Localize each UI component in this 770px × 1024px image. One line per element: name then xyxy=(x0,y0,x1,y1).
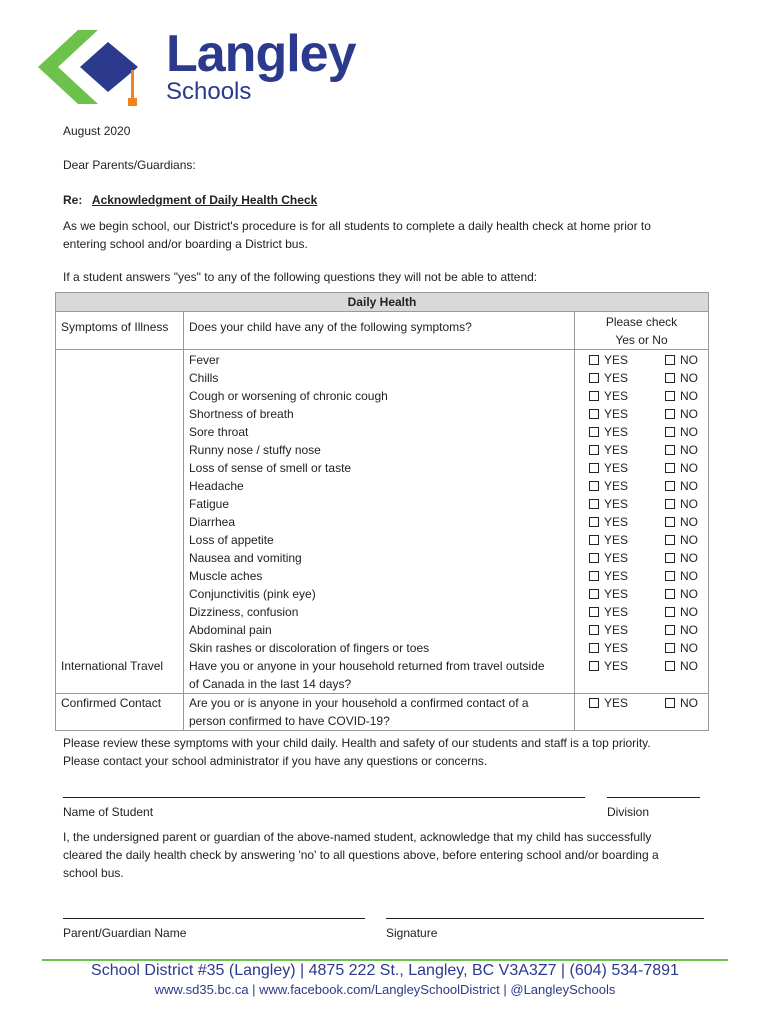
symptom-row xyxy=(56,585,709,603)
symptom-answer xyxy=(575,441,709,459)
salutation: Dear Parents/Guardians: xyxy=(63,158,196,172)
travel-yes-option[interactable] xyxy=(589,657,665,675)
symptom-row xyxy=(56,639,709,657)
checkbox-icon[interactable] xyxy=(589,373,599,383)
symptom-row xyxy=(56,423,709,441)
review-line-2: Please contact your school administrator if you have any questions or concerns. xyxy=(63,754,488,768)
no-label: NO xyxy=(680,443,698,457)
symptom-label: Conjunctivitis (pink eye) xyxy=(184,585,575,603)
symptom-label: Dizziness, confusion xyxy=(184,603,575,621)
logo-word-langley: Langley xyxy=(166,25,356,83)
name-of-student-label: Name of Student xyxy=(63,805,154,819)
yes-label: YES xyxy=(604,659,629,673)
acknowledgement-paragraph xyxy=(63,828,659,882)
checkbox-icon[interactable] xyxy=(665,391,675,401)
re-title: Acknowledgment of Daily Health Check xyxy=(91,193,318,207)
checkbox-icon[interactable] xyxy=(665,427,675,437)
yes-label: YES xyxy=(604,407,629,421)
yes-option[interactable] xyxy=(589,603,665,621)
no-option[interactable] xyxy=(665,389,698,403)
check-line-1: Please check xyxy=(605,315,678,329)
yes-label: YES xyxy=(604,371,629,385)
no-option[interactable] xyxy=(665,605,698,619)
symptom-answer xyxy=(575,423,709,441)
symptom-row xyxy=(56,405,709,423)
no-label: NO xyxy=(680,425,698,439)
travel-question xyxy=(184,657,575,694)
symptom-label: Nausea and vomiting xyxy=(184,549,575,567)
re-line xyxy=(63,191,317,209)
symptom-label: Abdominal pain xyxy=(184,621,575,639)
intro-paragraph xyxy=(63,217,651,253)
symptom-answer xyxy=(575,549,709,567)
checkbox-icon[interactable] xyxy=(589,643,599,653)
checkbox-icon[interactable] xyxy=(589,517,599,527)
no-option[interactable] xyxy=(665,479,698,493)
yes-label: YES xyxy=(604,479,629,493)
symptom-row xyxy=(56,531,709,549)
footer-divider xyxy=(42,959,728,961)
empty-cell xyxy=(56,405,184,423)
symptom-label: Muscle aches xyxy=(184,567,575,585)
symptom-label: Sore throat xyxy=(184,423,575,441)
checkbox-icon[interactable] xyxy=(589,427,599,437)
symptom-label: Shortness of breath xyxy=(184,405,575,423)
symptom-label: Loss of appetite xyxy=(184,531,575,549)
no-option[interactable] xyxy=(665,425,698,439)
review-paragraph xyxy=(63,734,651,770)
re-label: Re: xyxy=(63,193,83,207)
yes-label: YES xyxy=(604,425,629,439)
checkbox-icon[interactable] xyxy=(665,607,675,617)
no-label: NO xyxy=(680,389,698,403)
checkbox-icon[interactable] xyxy=(589,553,599,563)
empty-cell xyxy=(56,567,184,585)
checkbox-icon[interactable] xyxy=(665,625,675,635)
empty-cell xyxy=(56,477,184,495)
symptoms-label: Symptoms of Illness xyxy=(56,312,184,350)
no-option[interactable] xyxy=(665,461,698,475)
checkbox-icon[interactable] xyxy=(589,698,599,708)
symptom-label: Chills xyxy=(184,369,575,387)
symptom-label: Loss of sense of smell or taste xyxy=(184,459,575,477)
contact-label: Confirmed Contact xyxy=(56,694,184,731)
intro-line-2: entering school and/or boarding a District bus. xyxy=(63,237,308,251)
symptom-row xyxy=(56,567,709,585)
yes-option[interactable] xyxy=(589,621,665,639)
empty-cell xyxy=(56,495,184,513)
checkbox-icon[interactable] xyxy=(589,589,599,599)
footer-address: School District #35 (Langley) | 4875 222 St., Langley, BC V3A3Z7 | (604) 534-7891 xyxy=(91,962,679,979)
yes-label: YES xyxy=(604,641,629,655)
checkbox-icon[interactable] xyxy=(589,463,599,473)
langley-schools-logo xyxy=(38,22,358,112)
student-name-line[interactable] xyxy=(63,797,585,798)
checkbox-icon[interactable] xyxy=(665,643,675,653)
checkbox-icon[interactable] xyxy=(589,535,599,545)
yes-option[interactable] xyxy=(589,495,665,513)
symptom-row xyxy=(56,513,709,531)
symptom-label: Fatigue xyxy=(184,495,575,513)
yes-option[interactable] xyxy=(589,639,665,657)
symptom-row xyxy=(56,387,709,405)
letter-date: August 2020 xyxy=(63,124,131,138)
yes-option[interactable] xyxy=(589,567,665,585)
checkbox-icon[interactable] xyxy=(589,607,599,617)
symptom-row xyxy=(56,369,709,387)
symptom-row xyxy=(56,459,709,477)
yes-option[interactable] xyxy=(589,405,665,423)
no-label: NO xyxy=(680,407,698,421)
symptom-answer xyxy=(575,350,709,370)
guardian-name-line[interactable] xyxy=(63,918,365,919)
checkbox-icon[interactable] xyxy=(665,517,675,527)
yes-option[interactable] xyxy=(589,585,665,603)
empty-cell xyxy=(56,639,184,657)
yes-label: YES xyxy=(604,461,629,475)
no-label: NO xyxy=(680,659,698,673)
no-option[interactable] xyxy=(665,353,698,367)
yes-option[interactable] xyxy=(589,531,665,549)
checkbox-icon[interactable] xyxy=(589,391,599,401)
checkbox-icon[interactable] xyxy=(665,589,675,599)
empty-cell xyxy=(56,441,184,459)
checkbox-icon[interactable] xyxy=(665,698,675,708)
no-label: NO xyxy=(680,623,698,637)
intro-line-1: As we begin school, our District's procedure is for all students to complete a daily health check at home prior to xyxy=(63,219,651,233)
yes-label: YES xyxy=(604,389,629,403)
travel-answer xyxy=(575,657,709,694)
checkbox-icon[interactable] xyxy=(665,373,675,383)
no-label: NO xyxy=(680,551,698,565)
checkbox-icon[interactable] xyxy=(665,499,675,509)
no-label: NO xyxy=(680,461,698,475)
logo-word-schools: Schools xyxy=(166,78,252,105)
no-option[interactable] xyxy=(665,623,698,637)
ack-line-3: school bus. xyxy=(63,866,124,880)
no-label: NO xyxy=(680,569,698,583)
ack-line-1: I, the undersigned parent or guardian of the above-named student, acknowledge that my child has successfully xyxy=(63,830,652,844)
yes-option[interactable] xyxy=(589,423,665,441)
symptom-label: Runny nose / stuffy nose xyxy=(184,441,575,459)
checkbox-icon[interactable] xyxy=(665,661,675,671)
travel-question-line-2: of Canada in the last 14 days? xyxy=(189,677,352,691)
empty-cell xyxy=(56,423,184,441)
empty-cell xyxy=(56,585,184,603)
yes-label: YES xyxy=(604,443,629,457)
yes-option[interactable] xyxy=(589,459,665,477)
symptom-answer xyxy=(575,585,709,603)
signature-label: Signature xyxy=(386,926,438,940)
table-header: Daily Health xyxy=(56,293,709,312)
symptom-label: Skin rashes or discoloration of fingers or toes xyxy=(184,639,575,657)
yes-label: YES xyxy=(604,551,629,565)
no-label: NO xyxy=(680,641,698,655)
guardian-name-label: Parent/Guardian Name xyxy=(63,926,187,940)
symptom-answer xyxy=(575,405,709,423)
symptom-row xyxy=(56,441,709,459)
symptom-row xyxy=(56,477,709,495)
yes-option[interactable] xyxy=(589,369,665,387)
division-line[interactable] xyxy=(607,797,700,798)
checkbox-icon[interactable] xyxy=(589,661,599,671)
symptom-row xyxy=(56,621,709,639)
no-label: NO xyxy=(680,605,698,619)
symptom-label: Diarrhea xyxy=(184,513,575,531)
checkbox-icon[interactable] xyxy=(665,355,675,365)
yes-option[interactable] xyxy=(589,387,665,405)
no-option[interactable] xyxy=(665,443,698,457)
empty-cell xyxy=(56,531,184,549)
check-instructions xyxy=(575,312,709,350)
yes-option[interactable] xyxy=(589,477,665,495)
checkbox-icon[interactable] xyxy=(665,553,675,563)
no-label: NO xyxy=(680,515,698,529)
checkbox-icon[interactable] xyxy=(589,481,599,491)
symptom-rows xyxy=(56,350,709,658)
contact-yes-option[interactable] xyxy=(589,694,665,712)
contact-question xyxy=(184,694,575,731)
contact-answer xyxy=(575,694,709,731)
symptom-answer xyxy=(575,639,709,657)
no-option[interactable] xyxy=(665,515,698,529)
symptom-answer xyxy=(575,459,709,477)
empty-cell xyxy=(56,459,184,477)
checkbox-icon[interactable] xyxy=(589,625,599,635)
checkbox-icon[interactable] xyxy=(589,571,599,581)
no-option[interactable] xyxy=(665,551,698,565)
symptom-answer xyxy=(575,603,709,621)
yes-option[interactable] xyxy=(589,441,665,459)
symptom-label: Cough or worsening of chronic cough xyxy=(184,387,575,405)
travel-no-option[interactable] xyxy=(665,659,698,673)
checkbox-icon[interactable] xyxy=(589,445,599,455)
yes-option[interactable] xyxy=(589,549,665,567)
symptom-answer xyxy=(575,567,709,585)
symptom-answer xyxy=(575,387,709,405)
footer-links: www.sd35.bc.ca | www.facebook.com/LangleySchoolDistrict | @LangleySchools xyxy=(154,982,616,997)
symptom-answer xyxy=(575,531,709,549)
travel-question-line-1: Have you or anyone in your household returned from travel outside xyxy=(189,659,545,673)
contact-question-line-2: person confirmed to have COVID-19? xyxy=(189,714,390,728)
signature-line[interactable] xyxy=(386,918,704,919)
checkbox-icon[interactable] xyxy=(665,571,675,581)
symptoms-question: Does your child have any of the following symptoms? xyxy=(184,312,575,350)
symptom-label: Fever xyxy=(184,350,575,370)
no-option[interactable] xyxy=(665,407,698,421)
empty-cell xyxy=(56,350,184,370)
yes-label: YES xyxy=(604,623,629,637)
no-option[interactable] xyxy=(665,371,698,385)
yes-label: YES xyxy=(604,569,629,583)
contact-question-line-1: Are you or is anyone in your household a confirmed contact of a xyxy=(189,696,529,710)
no-option[interactable] xyxy=(665,641,698,655)
no-label: NO xyxy=(680,696,698,710)
no-label: NO xyxy=(680,533,698,547)
yes-label: YES xyxy=(604,497,629,511)
yes-label: YES xyxy=(604,696,629,710)
symptom-answer xyxy=(575,621,709,639)
no-label: NO xyxy=(680,479,698,493)
symptom-row xyxy=(56,549,709,567)
empty-cell xyxy=(56,387,184,405)
contact-no-option[interactable] xyxy=(665,696,698,710)
no-label: NO xyxy=(680,371,698,385)
no-option[interactable] xyxy=(665,497,698,511)
attendance-condition: If a student answers "yes" to any of the following questions they will not be able to attend: xyxy=(63,270,538,284)
empty-cell xyxy=(56,603,184,621)
symptom-answer xyxy=(575,495,709,513)
logo-mark-icon xyxy=(38,22,158,112)
symptom-row xyxy=(56,603,709,621)
symptom-row xyxy=(56,495,709,513)
checkbox-icon[interactable] xyxy=(589,499,599,509)
empty-cell xyxy=(56,549,184,567)
checkbox-icon[interactable] xyxy=(589,355,599,365)
yes-label: YES xyxy=(604,533,629,547)
ack-line-2: cleared the daily health check by answering 'no' to all questions above, before entering school and/or boarding a xyxy=(63,848,659,862)
symptom-row xyxy=(56,350,709,370)
daily-health-table xyxy=(55,292,709,731)
no-option[interactable] xyxy=(665,533,698,547)
symptom-label: Headache xyxy=(184,477,575,495)
review-line-1: Please review these symptoms with your child daily. Health and safety of our students and staff is a top priority. xyxy=(63,736,651,750)
checkbox-icon[interactable] xyxy=(665,463,675,473)
empty-cell xyxy=(56,621,184,639)
checkbox-icon[interactable] xyxy=(665,535,675,545)
yes-option[interactable] xyxy=(589,351,665,369)
yes-label: YES xyxy=(604,353,629,367)
no-label: NO xyxy=(680,587,698,601)
symptom-answer xyxy=(575,369,709,387)
checkbox-icon[interactable] xyxy=(665,445,675,455)
yes-label: YES xyxy=(604,605,629,619)
no-label: NO xyxy=(680,497,698,511)
checkbox-icon[interactable] xyxy=(665,481,675,491)
empty-cell xyxy=(56,513,184,531)
yes-label: YES xyxy=(604,587,629,601)
no-option[interactable] xyxy=(665,569,698,583)
no-option[interactable] xyxy=(665,587,698,601)
checkbox-icon[interactable] xyxy=(589,409,599,419)
division-label: Division xyxy=(607,805,650,819)
empty-cell xyxy=(56,369,184,387)
yes-label: YES xyxy=(604,515,629,529)
yes-option[interactable] xyxy=(589,513,665,531)
travel-label: International Travel xyxy=(56,657,184,694)
check-line-2: Yes or No xyxy=(615,333,668,347)
checkbox-icon[interactable] xyxy=(665,409,675,419)
symptom-answer xyxy=(575,477,709,495)
symptom-answer xyxy=(575,513,709,531)
no-label: NO xyxy=(680,353,698,367)
